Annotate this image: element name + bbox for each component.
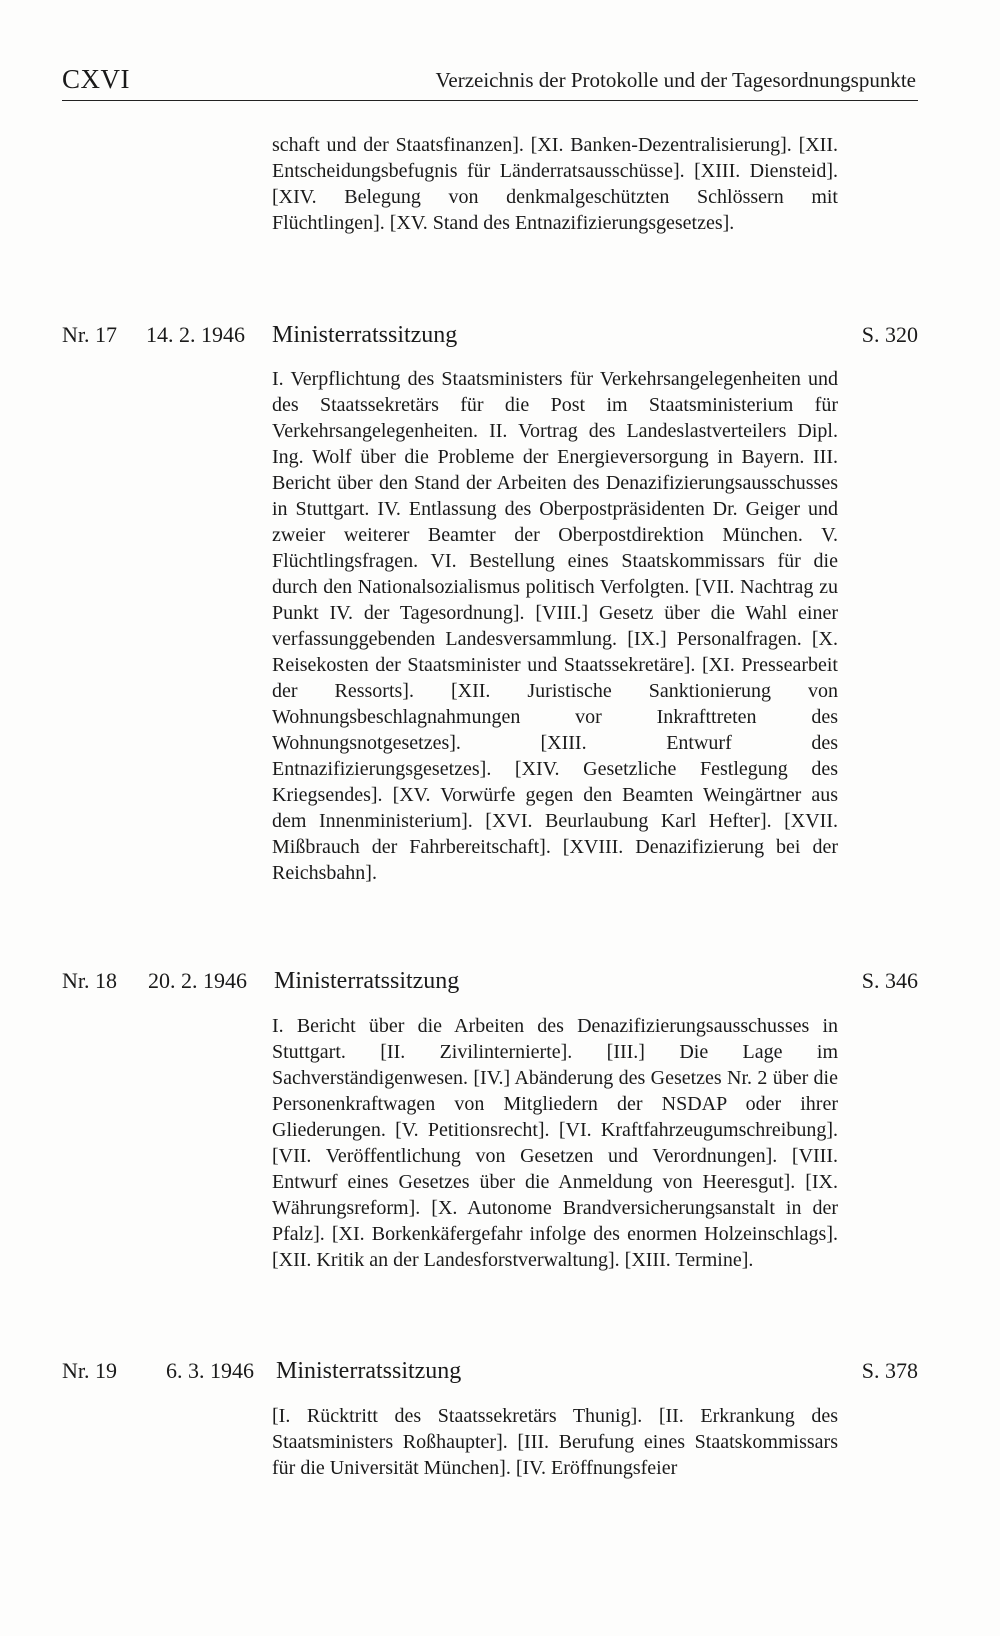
running-head xyxy=(62,64,918,101)
entry-date: 14. 2. 1946 xyxy=(146,322,245,347)
running-title: Verzeichnis der Protokolle und der Tagesordnungspunkte xyxy=(435,68,916,92)
entry-number: Nr. 17 xyxy=(62,322,117,347)
entry-heading xyxy=(62,1358,918,1390)
entry-heading xyxy=(62,322,918,354)
entry-title: Ministerratssitzung xyxy=(276,1358,462,1384)
entry-agenda: [I. Rücktritt des Staatssekretärs Thunig]. [II. Erkrankung des Staatsministers Roßhaupter]. [III. Berufung eines Staatskommissars für die Universität München]. [IV. Eröffnungsfeier xyxy=(272,1405,838,1479)
entry-date: 6. 3. 1946 xyxy=(166,1358,254,1383)
entry-heading xyxy=(62,968,918,1000)
entry-page-ref: S. 346 xyxy=(861,968,918,993)
entry-number: Nr. 18 xyxy=(62,968,117,993)
continuation-text: schaft und der Staatsfinanzen]. [XI. Banken-Dezentralisierung]. [XII. Entscheidungsbefugnis für Länderratsausschüsse]. [XIII. Diensteid]. [XIV. Belegung von denkmalgeschützten Schlössern mit Flüchtlingen]. [XV. Stand des Entnazifizierungsgesetzes]. xyxy=(272,134,838,234)
entry-page-ref: S. 320 xyxy=(861,322,918,347)
entry-agenda: I. Verpflichtung des Staatsministers für Verkehrsangelegenheiten und des Staatssekretärs für die Post im Staatsministerium für Verkehrsangelegenheiten. II. Vortrag des Landeslastverteilers Dipl. Ing. Wolf über die Probleme der Energieversorgung in Bayern. III. Bericht über den Stand der Arbeiten des Denazifizierungsausschusses in Stuttgart. IV. Entlassung des Oberpostpräsidenten Dr. Geiger und zweier weiterer Beamter der Oberpostdirektion München. V. Flüchtlingsfragen. VI. Bestellung eines Staatskommissars für die durch den Nationalsozialismus politisch Verfolgten. [VII. Nachtrag zu Punkt IV. der Tagesordnung]. [VIII.] Gesetz über die Wahl einer verfassunggebenden Landesversammlung. [IX.] Personalfragen. [X. Reisekosten der Staatsminister und Staatssekretäre]. [XI. Pressearbeit der Ressorts]. [XII. Juristische Sanktionierung von Wohnungsbeschlagnahmungen vor Inkrafttreten des Wohnungsnotgesetzes]. [XIII. Entwurf des Entnazifizierungsgesetzes]. [XIV. Gesetzliche Festlegung des Kriegsendes]. [XV. Vorwürfe gegen den Beamten Weingärtner aus dem Innenministerium]. [XVI. Beurlaubung Karl Hefter]. [XVII. Mißbrauch der Fahrbereitschaft]. [XVIII. Denazifizierung bei der Reichsbahn]. xyxy=(272,368,838,884)
entry-title: Ministerratssitzung xyxy=(274,968,460,994)
entry-number: Nr. 19 xyxy=(62,1358,117,1383)
entry-agenda: I. Bericht über die Arbeiten des Denazifizierungsausschusses in Stuttgart. [II. Zivilinternierte]. [III.] Die Lage im Sachverständigenwesen. [IV.] Abänderung des Gesetzes Nr. 2 über die Personenkraftwagen von Mitgliedern der NSDAP oder ihrer Gliederungen. [V. Petitionsrecht]. [VI. Kraftfahrzeugumschreibung]. [VII. Veröffentlichung von Gesetzen und Verordnungen]. [VIII. Entwurf eines Gesetzes über die Anmeldung von Heeresgut]. [IX. Währungsreform]. [X. Autonome Brandversicherungsanstalt in der Pfalz]. [XI. Borkenkäfergefahr infolge des enormen Holzeinschlags]. [XII. Kritik an der Landesforstverwaltung]. [XIII. Termine]. xyxy=(272,1015,838,1271)
page-number: CXVI xyxy=(62,64,130,94)
entry-date: 20. 2. 1946 xyxy=(148,968,247,993)
entry-page-ref: S. 378 xyxy=(861,1358,918,1383)
entry-title: Ministerratssitzung xyxy=(272,322,458,348)
